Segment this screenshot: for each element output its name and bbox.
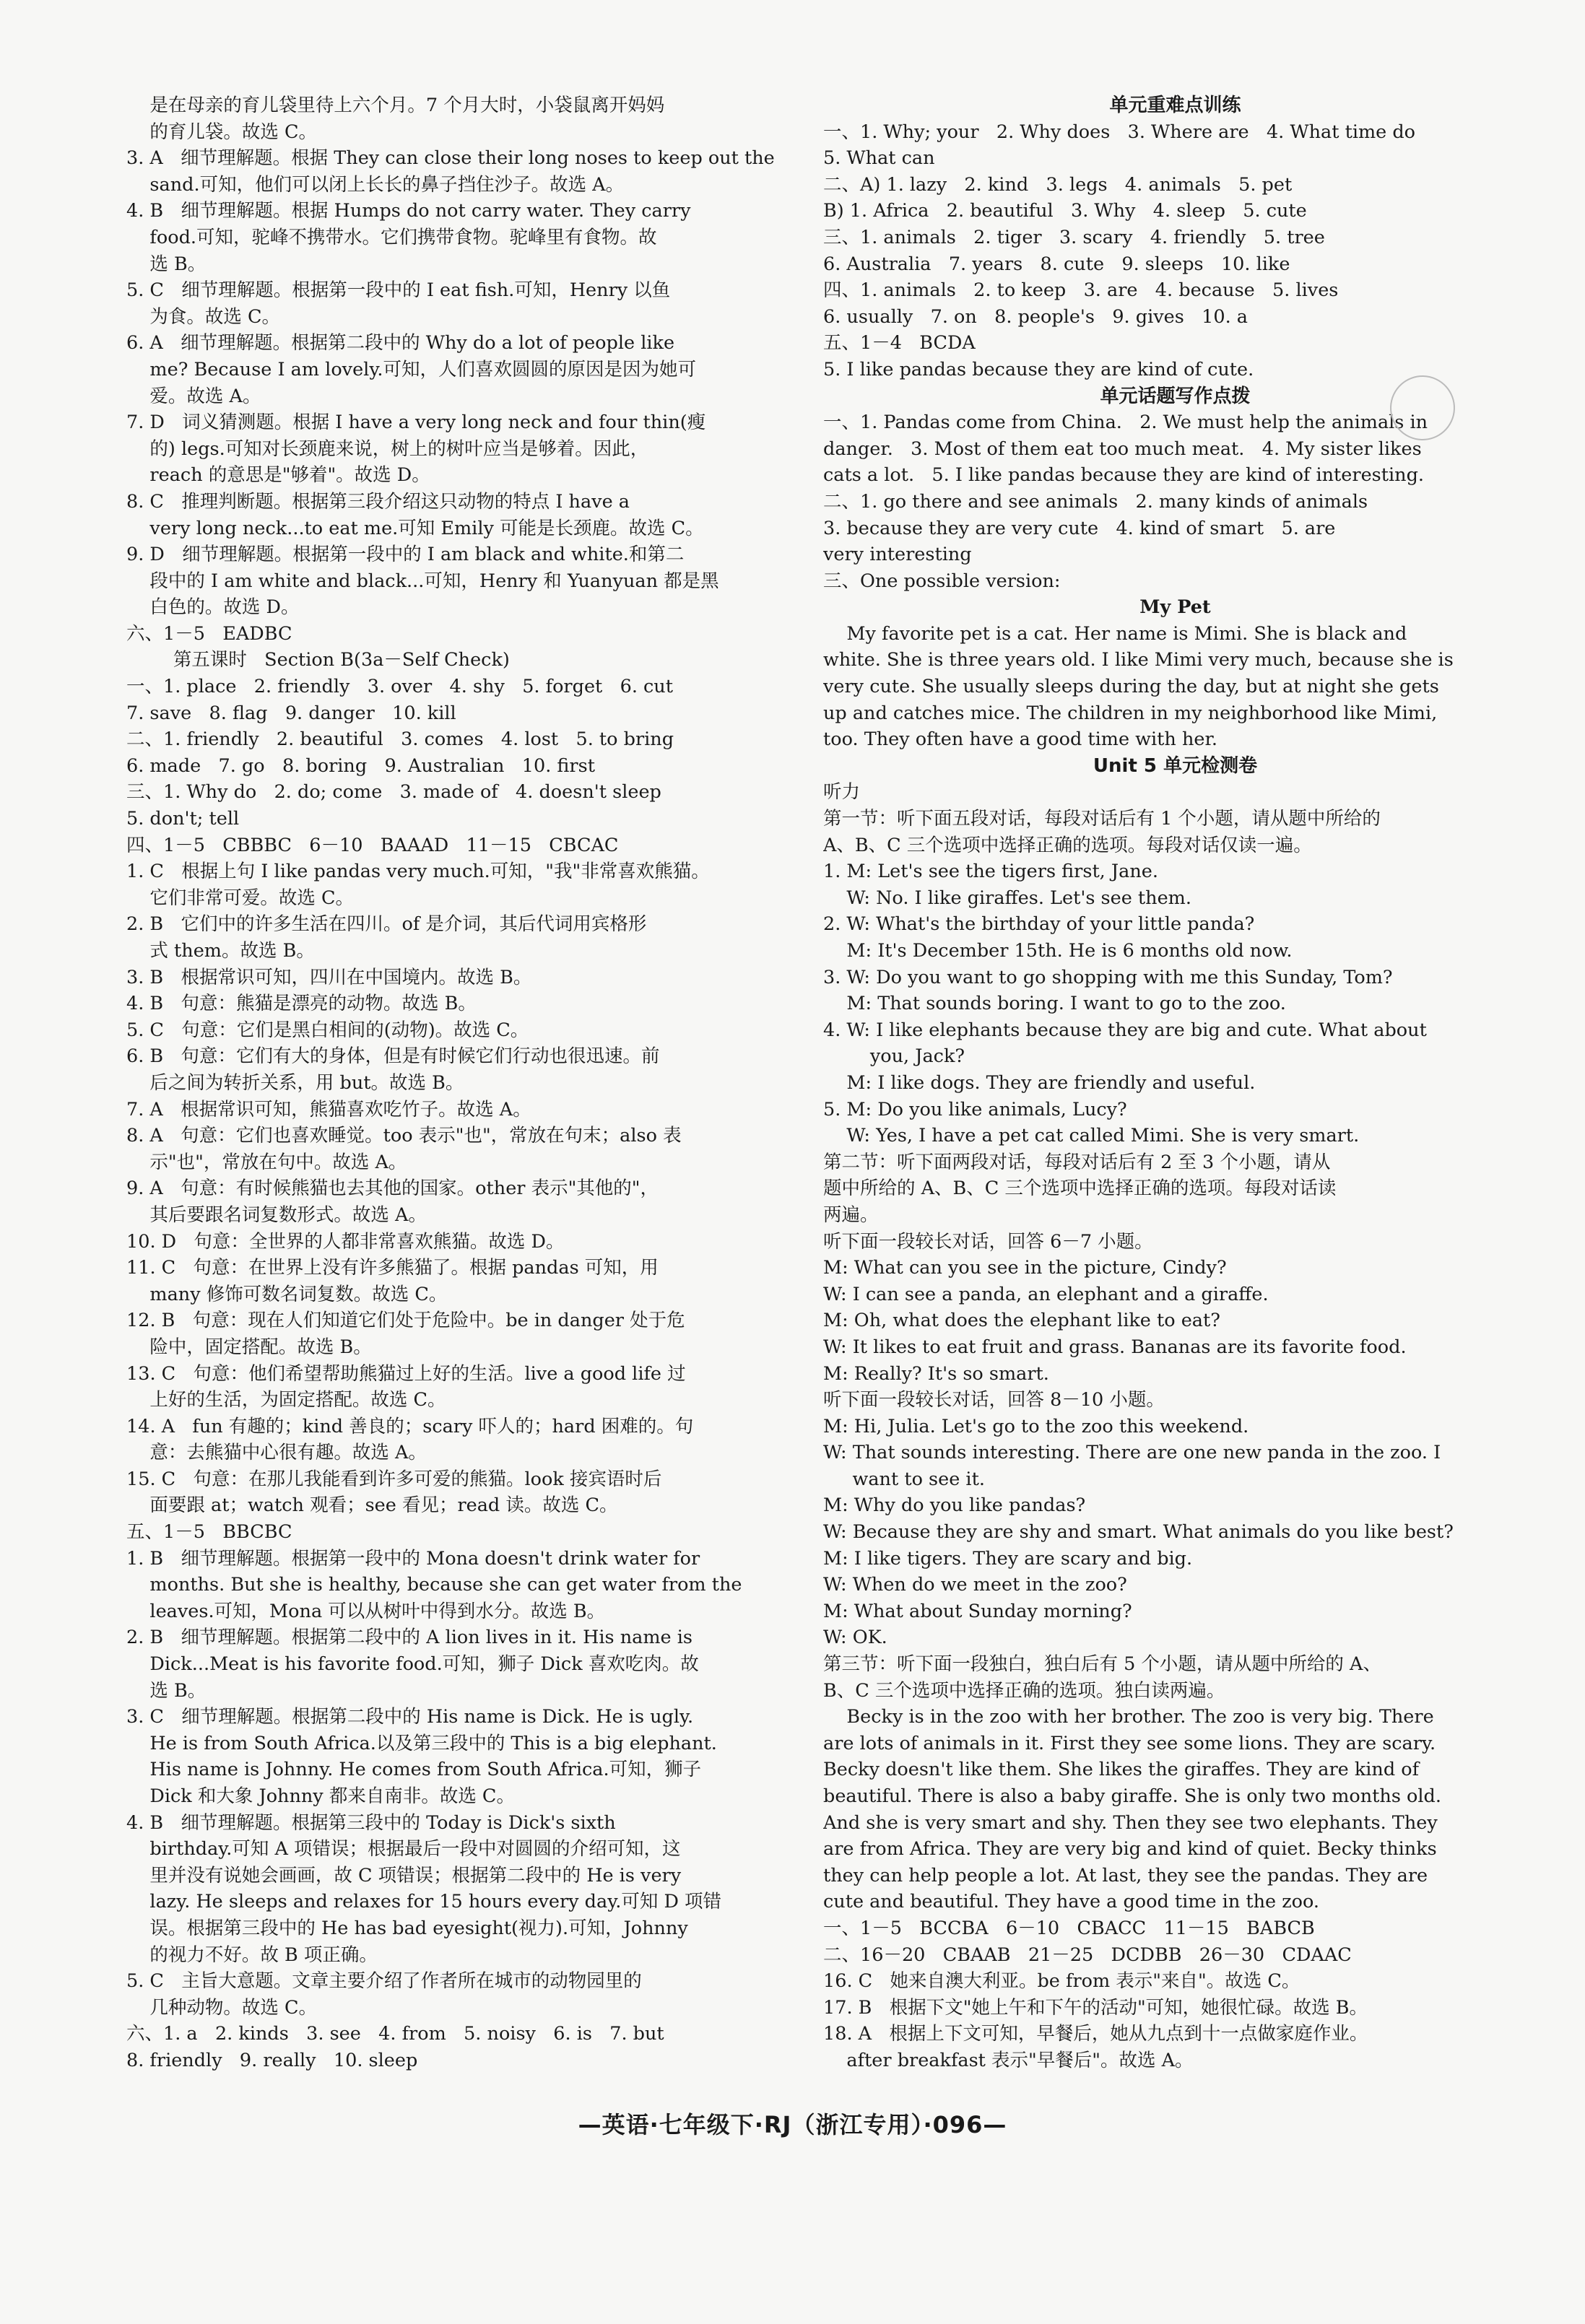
- answer-line: 示"也"，常放在句中。故选 A。: [126, 1151, 407, 1173]
- answer-line: 6. A 细节理解题。根据第二段中的 Why do a lot of people like: [126, 332, 675, 354]
- answer-line: M: It's December 15th. He is 6 months old now.: [823, 940, 1293, 962]
- answer-line: 5. C 句意：它们是黑白相间的(动物)。故选 C。: [126, 1019, 529, 1041]
- answer-line: 白色的。故选 D。: [126, 596, 300, 619]
- answer-line: 选 B。: [126, 1679, 207, 1702]
- answer-line: Dick...Meat is his favorite food.可知，狮子 Dick 喜欢吃肉。故: [126, 1653, 699, 1676]
- answer-line: A、B、C 三个选项中选择正确的选项。每段对话仅读一遍。: [823, 834, 1312, 856]
- answer-line: 五、1－5 BBCBC: [126, 1521, 292, 1544]
- answer-line: 选 B。: [126, 253, 207, 275]
- answer-line: 六、1. a 2. kinds 3. see 4. from 5. noisy 6. is 7. but: [126, 2023, 664, 2045]
- answer-line: 三、1. animals 2. tiger 3. scary 4. friendly 5. tree: [823, 226, 1325, 248]
- answer-line: 五、1－4 BCDA: [823, 332, 976, 354]
- answer-line: 5. M: Do you like animals, Lucy?: [823, 1098, 1127, 1120]
- answer-line: 1. C 根据上句 I like pandas very much.可知，"我"非常喜欢熊猫。: [126, 861, 710, 883]
- answer-line: 二、16－20 CBAAB 21－25 DCDBB 26－30 CDAAC: [823, 1944, 1352, 1966]
- answer-line: 意：去熊猫中心很有趣。故选 A。: [126, 1442, 427, 1464]
- answer-line: 8. C 推理判断题。根据第三段介绍这只动物的特点 I have a: [126, 490, 630, 513]
- answer-line: 5. C 细节理解题。根据第一段中的 I eat fish.可知，Henry 以鱼: [126, 279, 671, 302]
- answer-line: W: No. I like giraffes. Let's see them.: [823, 887, 1191, 909]
- answer-line: beautiful. There is also a baby giraffe. She is only two months old.: [823, 1785, 1441, 1807]
- answer-line: 8. A 句意：它们也喜欢睡觉。too 表示"也"，常放在句末；also 表: [126, 1125, 682, 1147]
- section-heading: Unit 5 单元检测卷: [1093, 754, 1258, 777]
- section-heading: 单元重难点训练: [1109, 95, 1241, 116]
- answer-line: 几种动物。故选 C。: [126, 1996, 318, 2019]
- answer-line: B) 1. Africa 2. beautiful 3. Why 4. sleep 5. cute: [823, 200, 1307, 222]
- answer-line: you, Jack?: [823, 1045, 965, 1068]
- answer-line: My favorite pet is a cat. Her name is Mimi. She is black and: [823, 622, 1407, 645]
- page-footer: —英语·七年级下·RJ（浙江专用）·096—: [578, 2111, 1007, 2138]
- answer-line: 9. D 细节理解题。根据第一段中的 I am black and white.和第二: [126, 544, 685, 566]
- answer-line: 两遍。: [823, 1204, 879, 1226]
- answer-line: 的) legs.可知对长颈鹿来说，树上的树叶应当是够着。因此，: [126, 438, 649, 460]
- answer-line: M: I like dogs. They are friendly and useful.: [823, 1071, 1256, 1094]
- answer-line: 三、One possible version:: [823, 570, 1061, 592]
- answer-line: 5. C 主旨大意题。文章主要介绍了作者所在城市的动物园里的: [126, 1970, 642, 1993]
- answer-line: W: It likes to eat fruit and grass. Bananas are its favorite food.: [823, 1336, 1407, 1358]
- answer-line: food.可知，驼峰不携带水。它们携带食物。驼峰里有食物。故: [126, 226, 657, 248]
- answer-line: W: Yes, I have a pet cat called Mimi. She is very smart.: [823, 1125, 1360, 1147]
- answer-line: 7. save 8. flag 9. danger 10. kill: [126, 702, 456, 724]
- answer-line: 6. usually 7. on 8. people's 9. gives 10. a: [823, 305, 1248, 328]
- answer-line: birthday.可知 A 项错误；根据最后一段中对圆圆的介绍可知，这: [126, 1838, 681, 1860]
- answer-line: 3. A 细节理解题。根据 They can close their long noses to keep out the: [126, 147, 775, 170]
- answer-line: 的育儿袋。故选 C。: [126, 121, 318, 143]
- answer-line: 后之间为转折关系，用 but。故选 B。: [126, 1071, 464, 1094]
- answer-line: very interesting: [823, 544, 972, 566]
- answer-line: lazy. He sleeps and relaxes for 15 hours every day.可知 D 项错: [126, 1891, 721, 1913]
- answer-line: And she is very smart and shy. Then they see two elephants. They: [823, 1811, 1438, 1834]
- answer-line: M: Hi, Julia. Let's go to the zoo this weekend.: [823, 1415, 1249, 1437]
- answer-line: 面要跟 at；watch 观看；see 看见；read 读。故选 C。: [126, 1494, 618, 1517]
- answer-line: M: Why do you like pandas?: [823, 1494, 1086, 1517]
- answer-line: 4. B 细节理解题。根据 Humps do not carry water. They carry: [126, 200, 691, 222]
- answer-line: 3. W: Do you want to go shopping with me this Sunday, Tom?: [823, 966, 1393, 988]
- answer-line: are lots of animals in it. First they see some lions. They are scary.: [823, 1732, 1436, 1754]
- answer-line: 15. C 句意：在那儿我能看到许多可爱的熊猫。look 接宾语时后: [126, 1468, 662, 1490]
- answer-line: 第五课时 Section B(3a－Self Check): [126, 649, 510, 671]
- answer-line: months. But she is healthy, because she can get water from the: [126, 1574, 742, 1596]
- answer-line: too. They often have a good time with her.: [823, 728, 1217, 751]
- answer-line: 它们非常可爱。故选 C。: [126, 887, 355, 909]
- answer-line: 4. B 句意：熊猫是漂亮的动物。故选 B。: [126, 993, 477, 1015]
- answer-line: 上好的生活，为固定搭配。故选 C。: [126, 1389, 446, 1411]
- answer-line: W: I can see a panda, an elephant and a giraffe.: [823, 1283, 1269, 1305]
- answer-line: M: That sounds boring. I want to go to the zoo.: [823, 993, 1286, 1015]
- answer-line: 9. A 句意：有时候熊猫也去其他的国家。other 表示"其他的"，: [126, 1178, 659, 1200]
- answer-line: danger. 3. Most of them eat too much meat. 4. My sister likes: [823, 438, 1422, 460]
- answer-line: 1. M: Let's see the tigers first, Jane.: [823, 861, 1158, 883]
- essay-title: My Pet: [1139, 596, 1211, 619]
- answer-line: His name is Johnny. He comes from South Africa.可知，狮子: [126, 1759, 702, 1781]
- answer-line: after breakfast 表示"早餐后"。故选 A。: [823, 2049, 1194, 2071]
- answer-line: 5. What can: [823, 147, 935, 170]
- answer-line: 17. B 根据下文"她上午和下午的活动"可知，她很忙碌。故选 B。: [823, 1996, 1368, 2019]
- answer-line: 为食。故选 C。: [126, 305, 281, 328]
- answer-line: 18. A 根据上下文可知，早餐后，她从九点到十一点做家庭作业。: [823, 2023, 1368, 2045]
- answer-line: 三、1. Why do 2. do; come 3. made of 4. doesn't sleep: [126, 781, 661, 804]
- answer-line: 一、1. place 2. friendly 3. over 4. shy 5. forget 6. cut: [126, 676, 673, 698]
- answer-line: M: Really? It's so smart.: [823, 1362, 1049, 1385]
- answer-line: 1. B 细节理解题。根据第一段中的 Mona doesn't drink water for: [126, 1547, 700, 1570]
- answer-line: many 修饰可数名词复数。故选 C。: [126, 1283, 448, 1305]
- answer-line: up and catches mice. The children in my neighborhood like Mimi,: [823, 702, 1438, 724]
- answer-line: W: That sounds interesting. There are one new panda in the zoo. I: [823, 1442, 1441, 1464]
- answer-line: 段中的 I am white and black...可知，Henry 和 Yuanyuan 都是黑: [126, 570, 719, 592]
- answer-line: 7. D 词义猜测题。根据 I have a very long neck and four thin(瘦: [126, 412, 706, 434]
- answer-line: sand.可知，他们可以闭上长长的鼻子挡住沙子。故选 A。: [126, 173, 625, 196]
- answer-line: 里并没有说她会画画，故 C 项错误；根据第二段中的 He is very: [126, 1864, 682, 1886]
- answer-line: leaves.可知，Mona 可以从树叶中得到水分。故选 B。: [126, 1600, 606, 1622]
- section-heading: 单元话题写作点拨: [1100, 385, 1251, 407]
- answer-line: 式 them。故选 B。: [126, 940, 315, 962]
- answer-line: 8. friendly 9. really 10. sleep: [126, 2049, 418, 2071]
- answer-line: cats a lot. 5. I like pandas because they are kind of interesting.: [823, 464, 1425, 487]
- left-column: [126, 92, 830, 2074]
- answer-line: 听下面一段较长对话，回答 8－10 小题。: [823, 1389, 1165, 1411]
- answer-line: 6. made 7. go 8. boring 9. Australian 10. first: [126, 754, 595, 777]
- answer-line: 14. A fun 有趣的；kind 善良的；scary 吓人的；hard 困难的。句: [126, 1415, 694, 1437]
- answer-line: M: What about Sunday morning?: [823, 1600, 1132, 1622]
- answer-line: 的视力不好。故 B 项正确。: [126, 1944, 378, 1966]
- answer-line: 爱。故选 A。: [126, 385, 261, 407]
- answer-line: white. She is three years old. I like Mimi very much, because she is: [823, 649, 1454, 671]
- answer-line: 六、1－5 EADBC: [126, 622, 292, 645]
- answer-line: W: When do we meet in the zoo?: [823, 1574, 1127, 1596]
- answer-line: 一、1－5 BCCBA 6－10 CBACC 11－15 BABCB: [823, 1917, 1315, 1939]
- answer-line: W: OK.: [823, 1627, 887, 1649]
- answer-line: 6. Australia 7. years 8. cute 9. sleeps 10. like: [823, 253, 1290, 275]
- answer-line: 5. I like pandas because they are kind of cute.: [823, 358, 1254, 380]
- answer-line: 听下面一段较长对话，回答 6－7 小题。: [823, 1230, 1153, 1253]
- answer-line: 2. B 它们中的许多生活在四川。of 是介词，其后代词用宾格形: [126, 913, 647, 936]
- answer-line: 11. C 句意：在世界上没有许多熊猫了。根据 pandas 可知，用: [126, 1257, 659, 1279]
- answer-line: 一、1. Why; your 2. Why does 3. Where are 4. What time do: [823, 121, 1416, 143]
- answer-line: reach 的意思是"够着"。故选 D。: [126, 464, 430, 487]
- answer-line: they can help people a lot. At last, they see the pandas. They are: [823, 1864, 1428, 1886]
- answer-line: want to see it.: [823, 1468, 985, 1490]
- answer-line: 16. C 她来自澳大利亚。be from 表示"来自"。故选 C。: [823, 1970, 1300, 1993]
- answer-line: 听力: [823, 781, 861, 804]
- answer-line: 3. because they are very cute 4. kind of smart 5. are: [823, 517, 1336, 539]
- answer-line: 第二节：听下面两段对话，每段对话后有 2 至 3 个小题，请从: [823, 1151, 1331, 1173]
- answer-line: 3. B 根据常识可知，四川在中国境内。故选 B。: [126, 966, 532, 988]
- answer-line: 险中，固定搭配。故选 B。: [126, 1336, 372, 1358]
- answer-line: 其后要跟名词复数形式。故选 A。: [126, 1204, 427, 1226]
- answer-line: 二、1. friendly 2. beautiful 3. comes 4. lost 5. to bring: [126, 728, 674, 751]
- answer-line: 2. W: What's the birthday of your little panda?: [823, 913, 1255, 936]
- answer-line: very cute. She usually sleeps during the day, but at night she gets: [823, 676, 1439, 698]
- answer-line: cute and beautiful. They have a good time in the zoo.: [823, 1891, 1320, 1913]
- answer-line: 是在母亲的育儿袋里待上六个月。7 个月大时，小袋鼠离开妈妈: [126, 95, 665, 116]
- answer-line: 13. C 句意：他们希望帮助熊猫过上好的生活。live a good life 过: [126, 1362, 686, 1385]
- answer-line: 3. C 细节理解题。根据第二段中的 His name is Dick. He is ugly.: [126, 1706, 694, 1728]
- answer-line: B、C 三个选项中选择正确的选项。独白读两遍。: [823, 1679, 1225, 1702]
- answer-line: 一、1. Pandas come from China. 2. We must help the animals in: [823, 412, 1428, 434]
- answer-line: 第一节：听下面五段对话，每段对话后有 1 个小题，请从题中所给的: [823, 808, 1381, 830]
- answer-line: 4. B 细节理解题。根据第三段中的 Today is Dick's sixth: [126, 1811, 616, 1834]
- answer-line: M: Oh, what does the elephant like to eat?: [823, 1310, 1220, 1332]
- answer-line: 误。根据第三段中的 He has bad eyesight(视力).可知，Johnny: [126, 1917, 688, 1939]
- answer-line: 5. don't; tell: [126, 808, 240, 830]
- answer-line: 12. B 句意：现在人们知道它们处于危险中。be in danger 处于危: [126, 1310, 685, 1332]
- answer-line: 7. A 根据常识可知，熊猫喜欢吃竹子。故选 A。: [126, 1098, 531, 1120]
- answer-line: M: I like tigers. They are scary and big.: [823, 1547, 1193, 1570]
- answer-line: Becky is in the zoo with her brother. The zoo is very big. There: [823, 1706, 1434, 1728]
- answer-line: 10. D 句意：全世界的人都非常喜欢熊猫。故选 D。: [126, 1230, 565, 1253]
- answer-line: Becky doesn't like them. She likes the giraffes. They are kind of: [823, 1759, 1420, 1781]
- answer-line: are from Africa. They are very big and kind of quiet. Becky thinks: [823, 1838, 1437, 1860]
- answer-line: 四、1. animals 2. to keep 3. are 4. because 5. lives: [823, 279, 1339, 302]
- answer-line: He is from South Africa.以及第三段中的 This is a big elephant.: [126, 1732, 717, 1754]
- answer-line: me? Because I am lovely.可知，人们喜欢圆圆的原因是因为她可: [126, 358, 696, 380]
- answer-line: 题中所给的 A、B、C 三个选项中选择正确的选项。每段对话读: [823, 1178, 1337, 1200]
- answer-line: W: Because they are shy and smart. What animals do you like best?: [823, 1521, 1454, 1544]
- answer-line: 4. W: I like elephants because they are big and cute. What about: [823, 1019, 1427, 1041]
- answer-line: Dick 和大象 Johnny 都来自南非。故选 C。: [126, 1785, 515, 1807]
- answer-line: 2. B 细节理解题。根据第二段中的 A lion lives in it. His name is: [126, 1627, 692, 1649]
- answer-line: 四、1－5 CBBBC 6－10 BAAAD 11－15 CBCAC: [126, 834, 619, 856]
- answer-line: 二、A) 1. lazy 2. kind 3. legs 4. animals 5. pet: [823, 173, 1293, 196]
- answer-line: very long neck...to eat me.可知 Emily 可能是长颈鹿。故选 C。: [126, 517, 704, 539]
- answer-line: M: What can you see in the picture, Cindy?: [823, 1257, 1227, 1279]
- answer-line: 二、1. go there and see animals 2. many kinds of animals: [823, 490, 1368, 513]
- answer-line: 6. B 句意：它们有大的身体，但是有时候它们行动也很迅速。前: [126, 1045, 660, 1068]
- answer-line: 第三节：听下面一段独白，独白后有 5 个小题，请从题中所给的 A、: [823, 1653, 1381, 1676]
